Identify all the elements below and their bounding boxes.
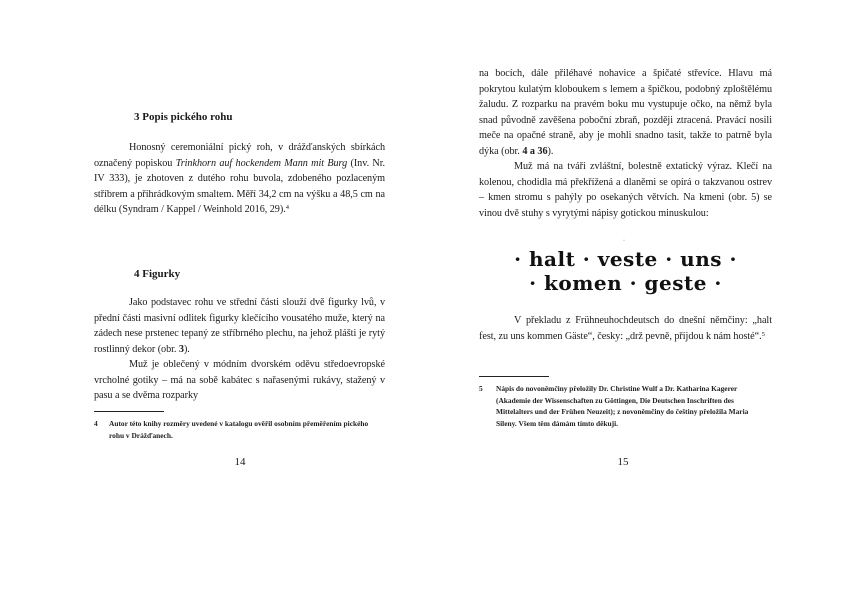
footnote-text: Autor této knihy rozměry uvedené v katalogu ověřil osobním přeměřením pického rohu v Drážďanech. xyxy=(109,419,369,440)
page-number: 14 xyxy=(234,456,246,468)
paragraph: Muž je oblečený v módním dvorském oděvu středoevropské vrcholné gotiky – má na sobě kabátec s nařasenými rukávy, stažený v pasu a se dvěma rozparky xyxy=(94,359,385,401)
footnote-number: 4 xyxy=(94,419,98,428)
text: na bocích, dále přiléhavé nohavice a špičaté střevíce. Hlavu má pokrytou kulatým kloboukem s lemem a špičkou, podobný zploštělému žaludu. Z rozparku na pravém boku mu vystupuje očko, na němž byla snad původně zavěšena poboční zbraň, později ztracená. Pravácí nosili meče na opačné straně, aby je mohli snadno tasit, takže to patrně byla dýka (obr. xyxy=(479,68,772,157)
text: (Inv. Nr. IV 333), je zhotoven z dutého rohu buvola, zdobeného pozlaceným stříbrem a přihrádkovým smaltem. Měří 34,2 cm na výšku a 48,5 cm na délku (Syndram / Kappel / Weinhold 2016, 29). xyxy=(94,157,385,215)
footnote-ref: 5 xyxy=(761,330,765,338)
text: Honosný ceremoniální pický roh, v drážďanských sbírkách označený popiskou xyxy=(94,142,385,169)
gothic-inscription-line-2: · komen · geste · xyxy=(529,271,722,295)
italic-title: Trinkhorn auf hockendem Mann mit Burg xyxy=(175,157,348,169)
page-number: 15 xyxy=(617,456,629,468)
section-3-heading: 3 Popis pického rohu xyxy=(134,111,233,123)
text: Jako podstavec rohu ve střední části slouží dvě figurky lvů, v přední části masivní odlitek figurky klečícího vousatého muže, který na zádech nese prstenec tepaný ze stříbrného plechu, na jehož plášti je rytý rostlinný dekor (obr. xyxy=(94,297,385,355)
text: V překladu z Frühneuhochdeutsch do dnešní němčiny: „halt fest, zu uns kommen Gäste“, česky: „drž pevně, přijdou k nám hosté“. xyxy=(479,315,772,342)
paragraph xyxy=(94,140,385,218)
footnote-rule xyxy=(94,411,164,412)
right-page xyxy=(431,0,862,605)
paragraph: Muž má na tváři zvláštní, bolestně extatický výraz. Klečí na kolenou, chodidla má překřížená a dlaněmi se opírá o takzvanou ostrev – kmen stromu s pahýly po osekaných větvích. Na kmeni (obr. 5) se vinou dvě stuhy s vyrytými nápisy gotickou minuskulou: xyxy=(479,161,772,219)
footnote-text: Nápis do novoněmčiny přeložily Dr. Christine Wulf a Dr. Katharina Kagerer (Akademie der Wissenschaften zu Göttingen, Die Deutschen Inschriften des Mittelalters und der Frühen Neuzeit); z novoněmčiny do češtiny přeložila Maria Sileny. Všem těm dámám tímto děkuji. xyxy=(496,384,749,428)
paragraph xyxy=(479,66,772,159)
decorative-dot: · xyxy=(623,238,625,244)
footnote-number: 5 xyxy=(479,384,483,393)
paragraph xyxy=(94,295,385,357)
section-4-body xyxy=(94,295,385,404)
section-4-heading: 4 Figurky xyxy=(134,268,181,280)
figure-ref: 3 xyxy=(178,343,184,355)
figure-ref: 4 a 36 xyxy=(522,145,548,157)
paragraph xyxy=(479,313,772,344)
footnote-ref: 4 xyxy=(285,204,289,211)
translation-body xyxy=(479,313,772,344)
footnote-rule xyxy=(479,376,549,377)
section-3-body xyxy=(94,140,385,218)
gothic-inscription-line-1: · halt · veste · uns · xyxy=(514,247,737,271)
text: ). xyxy=(547,145,554,157)
text: ). xyxy=(183,343,190,355)
continued-body xyxy=(479,66,772,221)
